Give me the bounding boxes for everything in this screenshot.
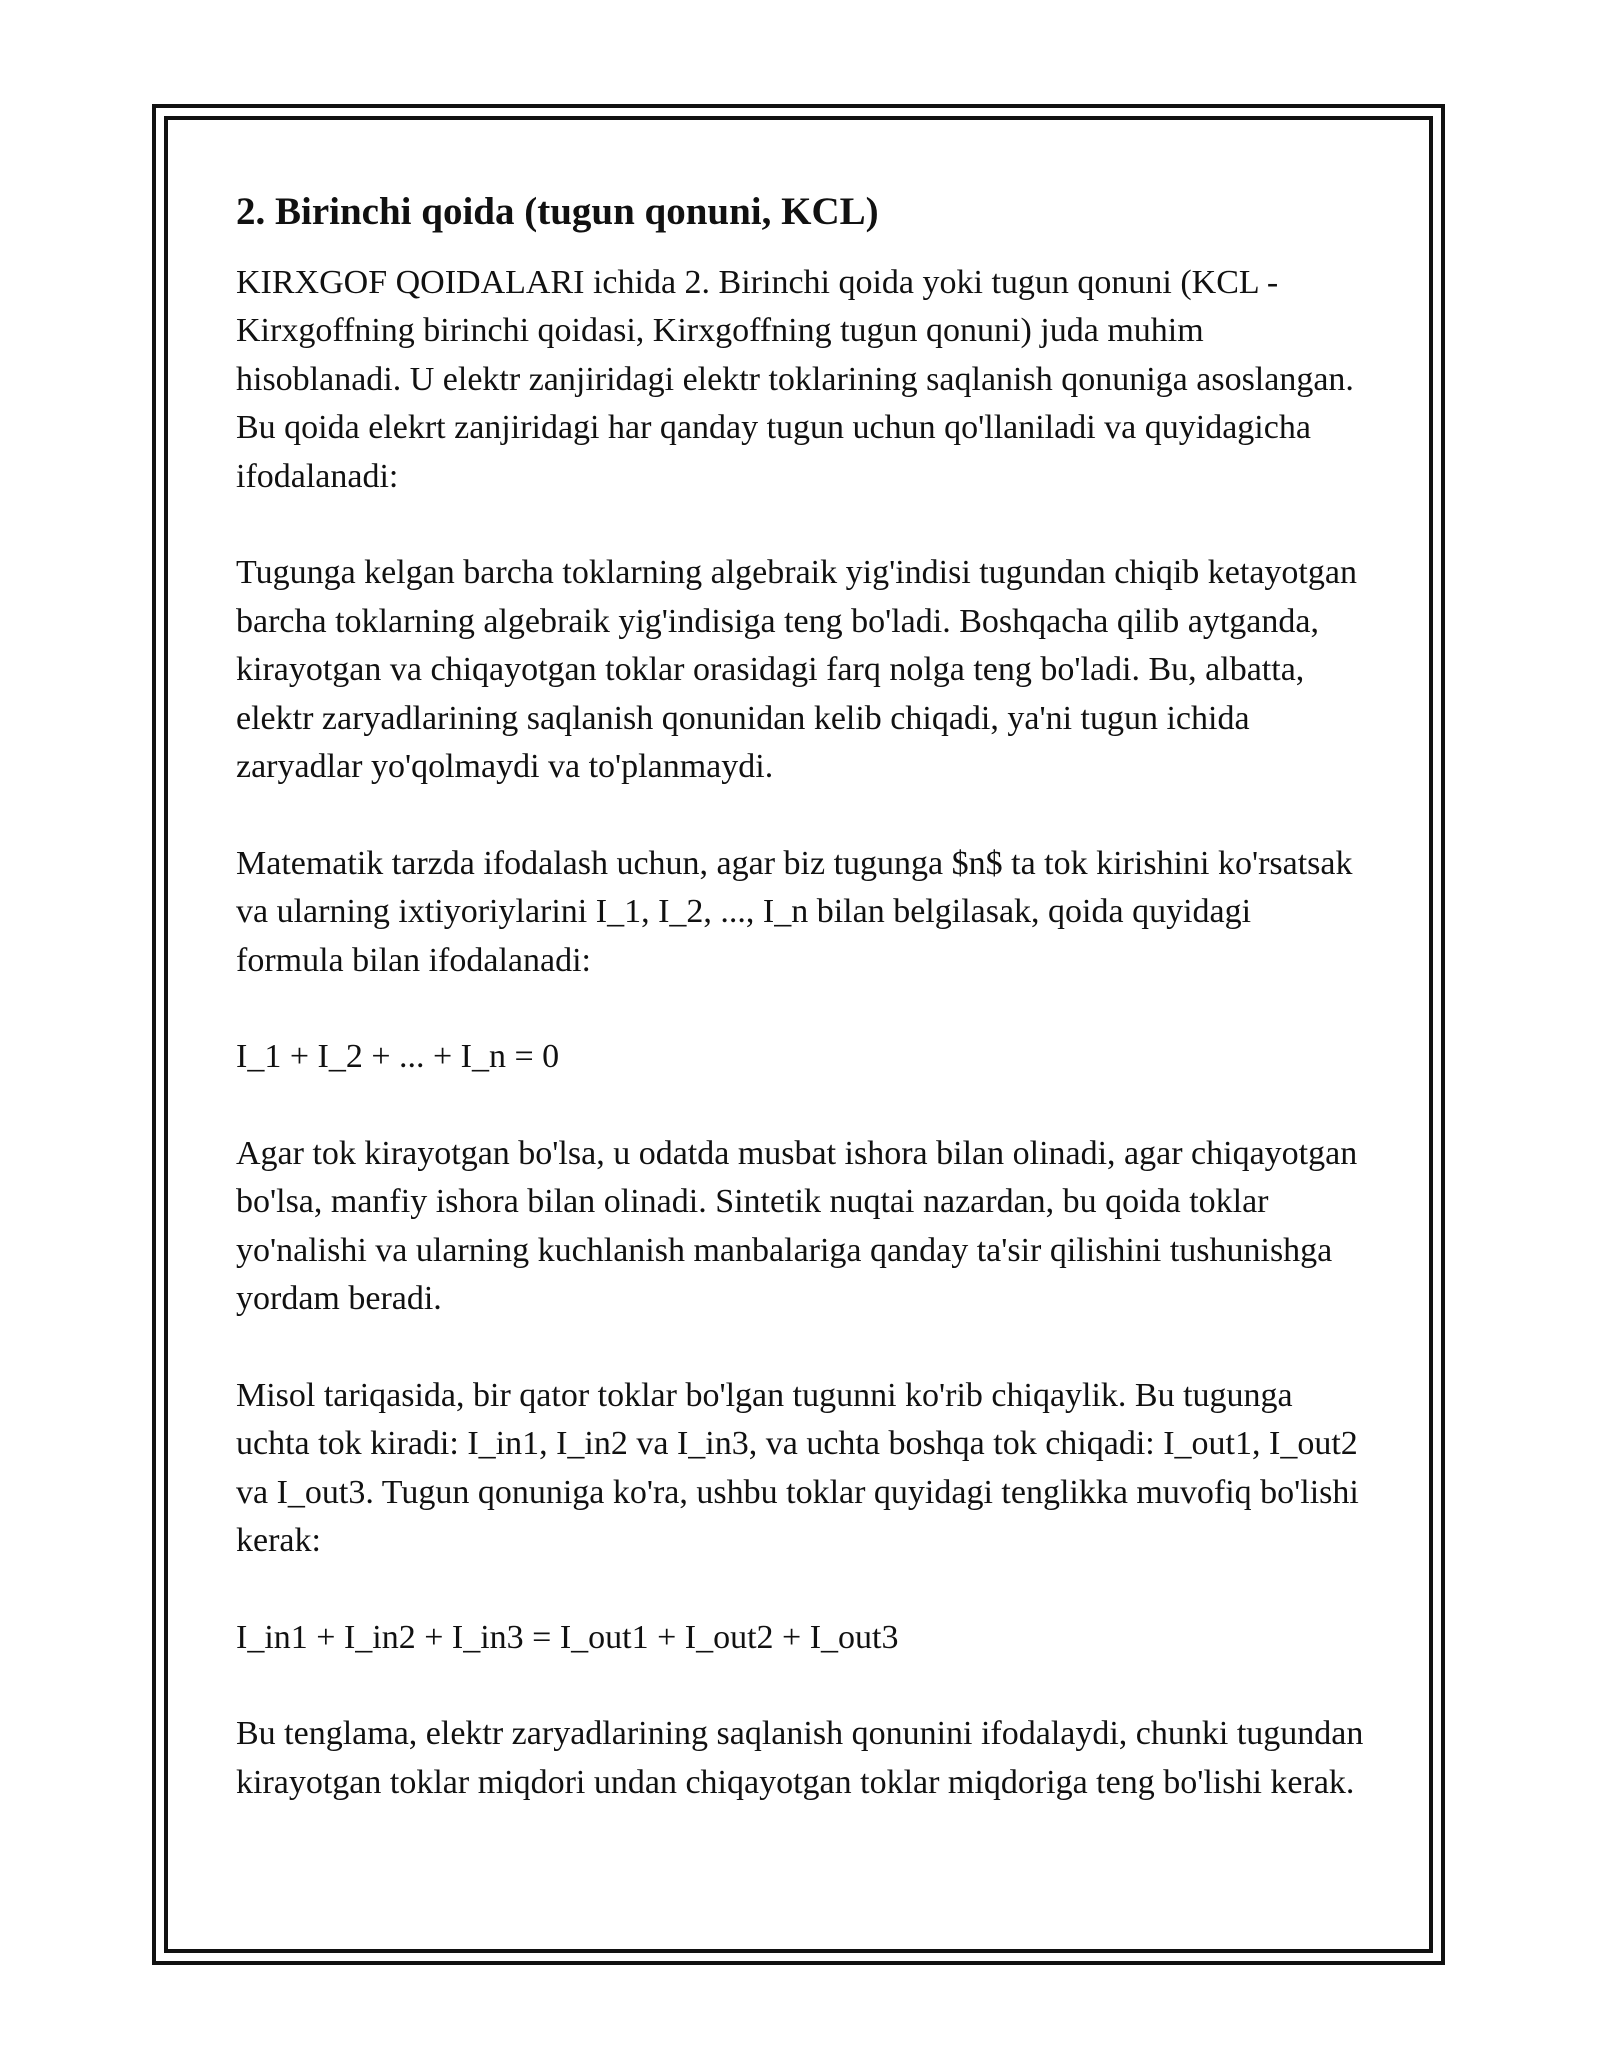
formula-in-out-currents: I_in1 + I_in2 + I_in3 = I_out1 + I_out2 + I_out3	[236, 1618, 899, 1656]
formula-sum-currents: I_1 + I_2 + ... + I_n = 0	[236, 1038, 560, 1076]
section-heading: 2. Birinchi qoida (tugun qonuni, KCL)	[236, 190, 879, 233]
paragraph-definition: Tugunga kelgan barcha toklarning algebraik yig'indisi tugundan chiqib ketayotgan barcha toklarning algebraik yig'indisiga teng bo'ladi. Boshqacha qilib aytganda, kirayotgan va chiqayotgan toklar orasidagi farq nolga teng bo'ladi. Bu, albatta, elektr zaryadlarining saqlanish qonunidan kelib chiqadi, ya'ni tugun ichida zaryadlar yo'qolmaydi va to'planmaydi.	[236, 554, 1357, 786]
paragraph-example: Misol tariqasida, bir qator toklar bo'lgan tugunni ko'rib chiqaylik. Bu tugunga uchta tok kiradi: I_in1, I_in2 va I_in3, va uchta boshqa tok chiqadi: I_out1, I_out2 va I_out3. Tugun qonuniga ko'ra, ushbu toklar quyidagi tenglikka muvofiq bo'lishi kerak:	[236, 1376, 1359, 1560]
document-content	[236, 188, 1366, 1855]
paragraph-sign-convention: Agar tok kirayotgan bo'lsa, u odatda musbat ishora bilan olinadi, agar chiqayotgan bo'lsa, manfiy ishora bilan olinadi. Sintetik nuqtai nazardan, bu qoida toklar yo'nalishi va ularning kuchlanish manbalariga qanday ta'sir qilishini tushunishga yordam beradi.	[236, 1134, 1358, 1318]
paragraph-intro: KIRXGOF QOIDALARI ichida 2. Birinchi qoida yoki tugun qonuni (KCL - Kirxgoffning birinchi qoidasi, Kirxgoffning tugun qonuni) juda muhim hisoblanadi. U elektr zanjiridagi elektr toklarining saqlanish qonuniga asoslangan. Bu qoida elekrt zanjiridagi har qanday tugun uchun qo'llaniladi va quyidagicha ifodalanadi:	[236, 263, 1354, 495]
paragraph-math-intro: Matematik tarzda ifodalash uchun, agar biz tugunga $n$ ta tok kirishini ko'rsatsak va ularning ixtiyoriylarini I_1, I_2, ..., I_n bilan belgilasak, qoida quyidagi formula bilan ifodalanadi:	[236, 844, 1353, 979]
paragraph-conclusion: Bu tenglama, elektr zaryadlarining saqlanish qonunini ifodalaydi, chunki tugundan kirayotgan toklar miqdori undan chiqayotgan toklar miqdoriga teng bo'lishi kerak.	[236, 1715, 1364, 1801]
